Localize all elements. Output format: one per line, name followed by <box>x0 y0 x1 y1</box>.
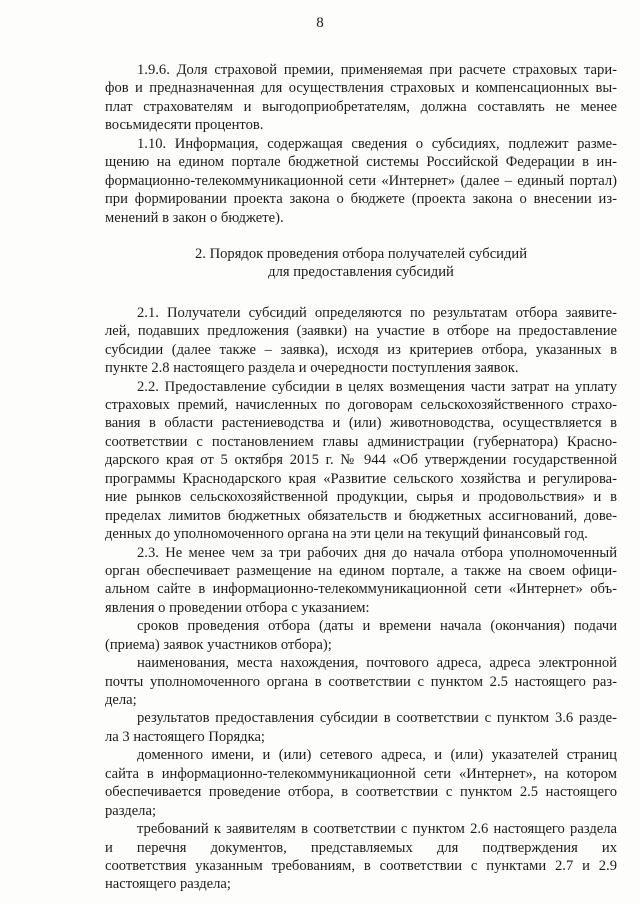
section-heading-line: 2. Порядок проведения отбора получателей субсидий <box>194 245 528 262</box>
text-line: 1.10. Информация, содержащая сведения о субсидиях, подлежит разме- <box>137 135 617 152</box>
text-line: сроков проведения отбора (даты и времени начала (окончания) подачи <box>137 618 617 635</box>
paragraph-p2-1 <box>105 304 617 378</box>
text-line: денных до уполномоченного органа на эти цели на текущий финансовый год. <box>105 526 588 543</box>
document-body <box>105 61 617 894</box>
text-line: и перечня документов, представляемых для подтверждения их <box>105 839 617 856</box>
text-line: вания в области растениеводства и (или) животноводства, осуществляется в <box>105 415 617 432</box>
text-line: обеспечивается проведение отбора, в соответствии с пунктом 2.5 настоящего <box>105 784 617 801</box>
text-line: пределах лимитов бюджетных обязательств и бюджетных ассигнований, дове- <box>105 507 617 524</box>
text-line: фов и предназначенная для осуществления страховых и компенсационных вы- <box>105 80 617 97</box>
text-line: результатов предоставления субсидии в соответствии с пунктом 3.6 разде- <box>137 710 617 727</box>
text-line: пункте 2.8 настоящего раздела и очередности поступления заявок. <box>105 360 519 377</box>
paragraph-p2-3-c <box>105 709 617 746</box>
text-line: сайта в информационно-телекоммуникационной сети «Интернет», на котором <box>105 765 617 782</box>
text-line: почты уполномоченного органа в соответствии с пунктом 2.5 настоящего раз- <box>105 673 617 690</box>
text-line: (приема) заявок участников отбора); <box>105 636 332 653</box>
text-line: дарского края от 5 октября 2015 г. № 944 «Об утверждении государственной <box>105 452 617 469</box>
text-line: раздела; <box>105 802 156 819</box>
section-heading-line: для предоставления субсидий <box>268 264 454 281</box>
text-line: лей, подавших предложения (заявки) на участие в отборе на предоставление <box>105 323 617 340</box>
text-line: страховых премий, начисленных по договорам сельскохозяйственного страхо- <box>105 397 617 413</box>
text-line: ние рынков сельскохозяйственной продукции, сырья и продовольствия» и в <box>105 489 617 506</box>
text-line: 2.2. Предоставление субсидии в целях возмещения части затрат на уплату <box>137 378 617 395</box>
paragraph-p2-3 <box>105 544 617 618</box>
section-heading <box>105 245 617 282</box>
paragraph-p1-10 <box>105 135 617 227</box>
paragraph-p2-2 <box>105 378 617 544</box>
paragraph-p2-3-d <box>105 746 617 820</box>
text-line: соответствии с постановлением главы администрации (губернатора) Красно- <box>105 433 617 450</box>
paragraph-p2-3-e <box>105 820 617 894</box>
text-line: ла 3 настоящего Порядка; <box>105 728 265 745</box>
text-line: 1.9.6. Доля страховой премии, применяемая при расчете страховых тари- <box>137 62 617 78</box>
text-line: формационно-телекоммуникационной сети «Интернет» (далее – единый портал) <box>105 172 617 189</box>
text-line: орган обеспечивает размещение на едином портале, а также на своем офици- <box>105 562 617 579</box>
text-line: при формировании проекта закона о бюджете (проекта закона о внесении из- <box>105 191 617 208</box>
text-line: плат страхователям и выгодоприобретателям, должна составлять не менее <box>105 98 617 115</box>
text-line: доменного имени, и (или) сетевого адреса, и (или) указателей страниц <box>137 747 617 764</box>
paragraph-p2-3-b <box>105 654 617 709</box>
text-line: программы Краснодарского края «Развитие сельского хозяйства и регулирова- <box>105 470 617 487</box>
text-line: требований к заявителям в соответствии с пунктом 2.6 настоящего раздела <box>137 821 617 838</box>
text-line: соответствия указанным требованиям, в соответствии с пунктами 2.7 и 2.9 <box>105 857 617 874</box>
text-line: дела; <box>105 692 137 708</box>
text-line: 2.1. Получатели субсидий определяются по результатам отбора заявите- <box>137 304 617 321</box>
text-line: наименования, места нахождения, почтового адреса, адреса электронной <box>137 655 617 672</box>
text-line: щению на едином портале бюджетной системы Российской Федерации в ин- <box>105 154 617 171</box>
text-line: субсидии (далее также – заявка), исходя из критериев отбора, указанных в <box>105 341 617 358</box>
text-line: восьмидесяти процентов. <box>105 117 264 134</box>
page-number: 8 <box>316 15 324 31</box>
text-line: менений в закон о бюджете). <box>105 209 284 226</box>
text-line: альном сайте в информационно-телекоммуникационной сети «Интернет» объ- <box>105 581 617 598</box>
text-line: 2.3. Не менее чем за три рабочих дня до начала отбора уполномоченный <box>137 544 617 561</box>
text-line: настоящего раздела; <box>105 876 231 893</box>
text-line: явления о проведении отбора с указанием: <box>105 599 370 616</box>
paragraph-p2-3-a <box>105 617 617 654</box>
paragraph-p1-9-6 <box>105 61 617 135</box>
